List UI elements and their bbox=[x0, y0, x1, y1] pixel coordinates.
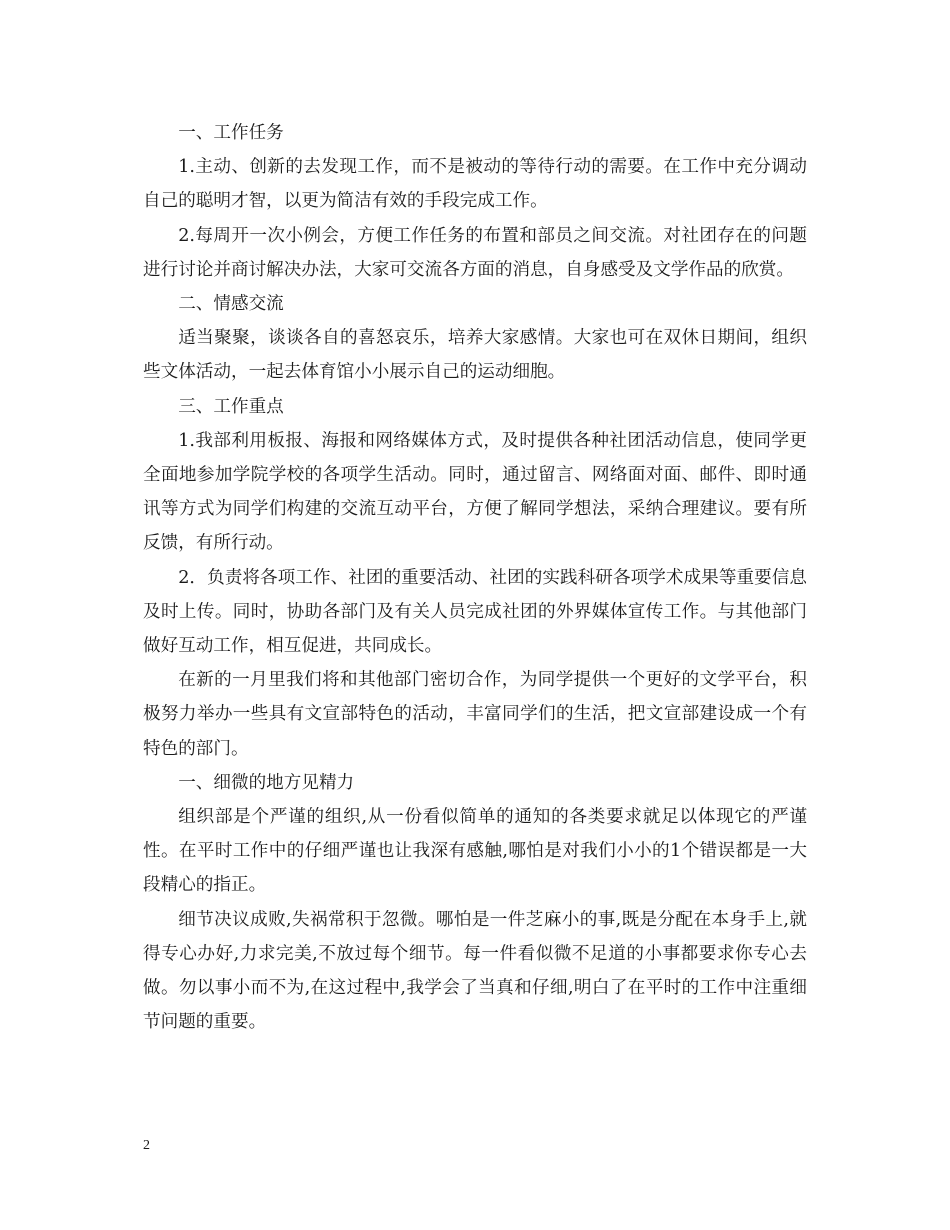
heading-emotional-exchange: 二、情感交流 bbox=[178, 294, 284, 315]
document-body bbox=[143, 116, 807, 1039]
paragraph-task-2: 2.每周开一次小例会，方便工作任务的布置和部员之间交流。对社团存在的问题进行讨论并商讨解决办法，大家可交流各方面的消息，自身感受及文学作品的欣赏。 bbox=[143, 225, 807, 280]
paragraph-organization-dept: 组织部是个严谨的组织,从一份看似简单的通知的各类要求就足以体现它的严谨性。在平时工作中的仔细严谨也让我深有感触,哪怕是对我们小小的1个错误都是一大段精心的指正。 bbox=[143, 807, 807, 896]
heading-details: 一、细微的地方见精力 bbox=[178, 772, 355, 793]
paragraph-emotional-exchange: 适当聚聚，谈谈各自的喜怒哀乐，培养大家感情。大家也可在双休日期间，组织些文体活动，一起去体育馆小小展示自己的运动细胞。 bbox=[143, 328, 807, 383]
paragraph-details-matter: 细节决议成败,失祸常积于忽微。哪怕是一件芝麻小的事,既是分配在本身手上,就得专心办好,力求完美,不放过每个细节。每一件看似微不足道的小事都要求你专心去做。勿以事小而不为,在这过程中,我学会了当真和仔细,明白了在平时的工作中注重细节问题的重要。 bbox=[143, 909, 807, 1033]
paragraph-new-month: 在新的一月里我们将和其他部门密切合作，为同学提供一个更好的文学平台，积极努力举办一些具有文宣部特色的活动，丰富同学们的生活，把文宣部建设成一个有特色的部门。 bbox=[143, 670, 807, 759]
paragraph-focus-1: 1.我部利用板报、海报和网络媒体方式，及时提供各种社团活动信息，使同学更全面地参加学院学校的各项学生活动。同时，通过留言、网络面对面、邮件、即时通讯等方式为同学们构建的交流互动平台，方便了解同学想法，采纳合理建议。要有所反馈，有所行动。 bbox=[143, 430, 807, 554]
heading-work-focus: 三、工作重点 bbox=[178, 396, 284, 417]
page-number: 2 bbox=[143, 1138, 150, 1153]
paragraph-focus-2: 2．负责将各项工作、社团的重要活动、社团的实践科研各项学术成果等重要信息及时上传。同时，协助各部门及有关人员完成社团的外界媒体宣传工作。与其他部门做好互动工作，相互促进，共同成长。 bbox=[143, 567, 807, 657]
heading-work-tasks: 一、工作任务 bbox=[178, 123, 284, 143]
paragraph-task-1: 1.主动、创新的去发现工作，而不是被动的等待行动的需要。在工作中充分调动自己的聪明才智，以更为简洁有效的手段完成工作。 bbox=[143, 157, 807, 212]
